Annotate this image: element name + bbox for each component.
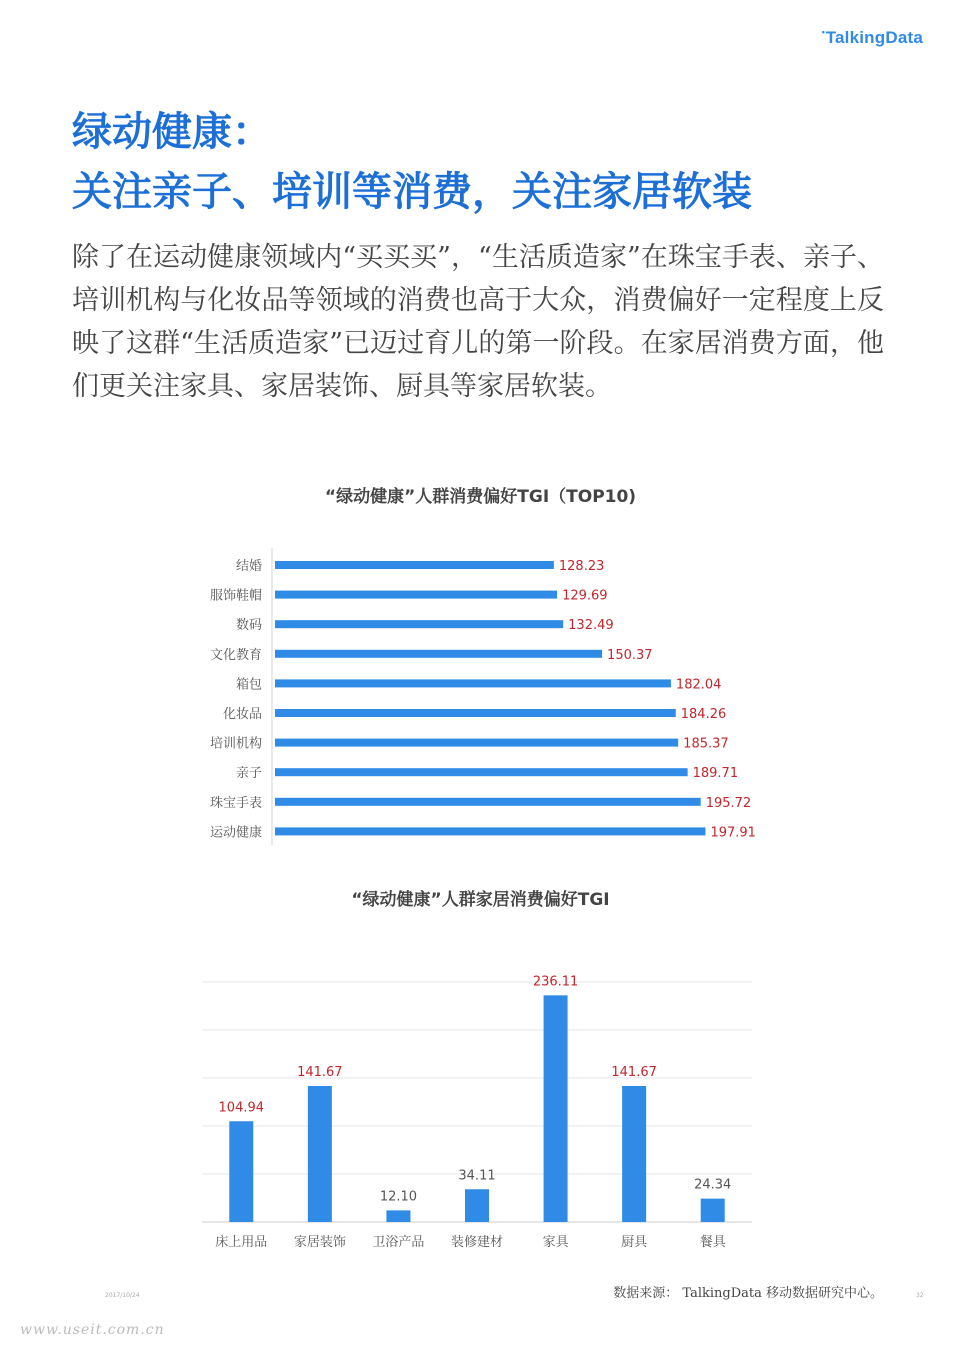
- value-label-2: 12.10: [379, 1189, 418, 1205]
- value-label-7: 189.71: [692, 766, 739, 782]
- value-label-1: 129.69: [562, 588, 608, 604]
- category-label-1: 家居装饰: [293, 1235, 346, 1250]
- bar-2: [275, 620, 563, 628]
- page-number: 32: [916, 1292, 924, 1299]
- category-label-2: 数码: [235, 618, 262, 634]
- home-tgi-bar-chart: [0, 930, 961, 1260]
- bar-7: [275, 768, 688, 776]
- bar-4: [544, 995, 568, 1222]
- page-title: [72, 102, 902, 222]
- watermark: www.useit.com.cn: [20, 1322, 165, 1338]
- category-label-0: 床上用品: [215, 1235, 268, 1250]
- bar-5: [275, 709, 676, 717]
- category-label-6: 培训机构: [209, 736, 262, 752]
- value-label-4: 182.04: [675, 677, 722, 693]
- bar-0: [275, 561, 554, 569]
- value-label-0: 128.23: [558, 559, 605, 574]
- bar-1: [275, 591, 557, 599]
- talkingdata-logo: [821, 27, 923, 48]
- bar-9: [275, 827, 705, 835]
- data-source-note: 数据来源： TalkingData 移动数据研究中心。: [613, 1286, 883, 1301]
- chart1-title: “绿动健康”人群消费偏好TGI（TOP10): [324, 487, 637, 507]
- category-label-5: 厨具: [621, 1235, 648, 1250]
- category-label-3: 装修建材: [450, 1235, 504, 1250]
- bar-3: [465, 1189, 489, 1222]
- category-label-0: 结婚: [235, 559, 262, 574]
- value-label-5: 184.26: [680, 707, 727, 722]
- category-label-4: 箱包: [235, 677, 262, 693]
- logo-text: TalkingData: [825, 28, 923, 47]
- value-label-6: 24.34: [694, 1177, 732, 1193]
- value-label-0: 104.94: [218, 1100, 265, 1116]
- category-label-8: 珠宝手表: [209, 795, 262, 811]
- category-label-2: 卫浴产品: [372, 1235, 425, 1250]
- page-title-line2: 关注亲子、培训等消费，关注家居软装: [72, 169, 752, 215]
- value-label-2: 132.49: [568, 618, 614, 634]
- consumption-tgi-bar-chart: [0, 540, 961, 850]
- bar-5: [622, 1086, 646, 1222]
- value-label-5: 141.67: [611, 1064, 657, 1080]
- logo-dot-icon: •: [821, 27, 826, 37]
- category-label-4: 家具: [542, 1235, 569, 1250]
- category-label-1: 服饰鞋帽: [209, 588, 262, 604]
- chart2-title: “绿动健康”人群家居消费偏好TGI: [351, 890, 610, 910]
- category-label-5: 化妆品: [222, 707, 262, 722]
- category-label-7: 亲子: [235, 766, 262, 782]
- bar-8: [275, 798, 701, 806]
- page-title-line1: 绿动健康：: [72, 109, 272, 155]
- bar-0: [229, 1121, 253, 1222]
- bar-6: [701, 1199, 725, 1222]
- bar-4: [275, 679, 671, 687]
- value-label-4: 236.11: [532, 974, 579, 990]
- footer-date: 2017/10/24: [105, 1292, 140, 1299]
- bar-2: [386, 1210, 410, 1222]
- value-label-3: 150.37: [607, 647, 653, 663]
- category-label-3: 文化教育: [209, 647, 262, 663]
- category-label-9: 运动健康: [209, 825, 262, 841]
- value-label-8: 195.72: [705, 795, 752, 811]
- category-label-6: 餐具: [699, 1235, 726, 1250]
- bar-3: [275, 650, 602, 658]
- value-label-1: 141.67: [297, 1064, 343, 1080]
- value-label-3: 34.11: [458, 1168, 496, 1184]
- value-label-6: 185.37: [683, 736, 729, 752]
- bar-1: [308, 1086, 332, 1222]
- value-label-9: 197.91: [710, 825, 756, 841]
- body-paragraph: 除了在运动健康领域内“买买买”，“生活质造家”在珠宝手表、亲子、培训机构与化妆品等领域的消费也高于大众，消费偏好一定程度上反映了这群“生活质造家”已迈过育儿的第一阶段。在家居消费方面，他们更关注家具、家居装饰、厨具等家居软装。: [72, 242, 884, 402]
- bar-6: [275, 739, 678, 747]
